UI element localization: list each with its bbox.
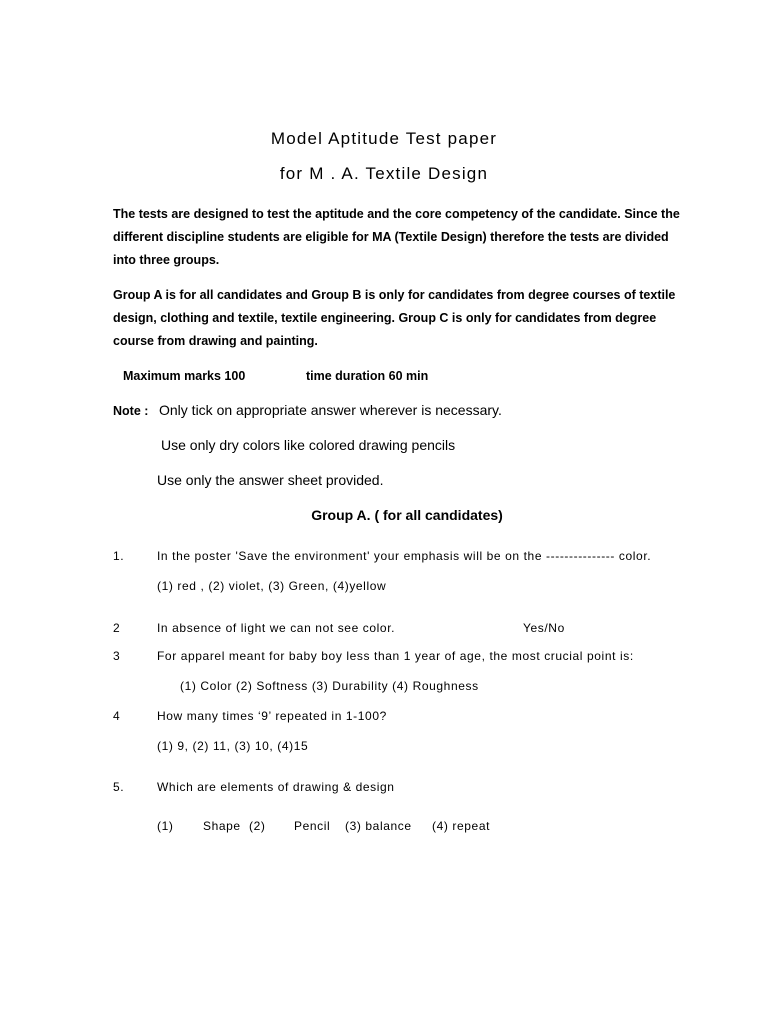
question-3-options: (1) Color (2) Softness (3) Durability (4) Roughness xyxy=(180,679,479,693)
page-title: Model Aptitude Test paper xyxy=(270,129,498,148)
question-4-text: How many times ‘9’ repeated in 1-100? xyxy=(157,709,387,723)
question-5-option-2-number: (2) xyxy=(249,819,266,833)
note-label: Note : xyxy=(113,404,149,418)
question-5-option-2-text: Pencil xyxy=(294,819,331,833)
question-2-answer: Yes/No xyxy=(523,621,565,635)
intro-paragraph-2-line-2: design, clothing and textile, textile engineering. Group C is only for candidates from degree xyxy=(113,311,657,325)
question-5-number: 5. xyxy=(113,780,125,794)
group-a-heading: Group A. ( for all candidates) xyxy=(311,507,503,523)
question-5-option-1-number: (1) xyxy=(157,819,174,833)
question-2-number: 2 xyxy=(113,621,121,635)
intro-paragraph-2-line-3: course from drawing and painting. xyxy=(113,334,318,348)
question-1-number: 1. xyxy=(113,549,125,563)
intro-paragraph-1-line-2: different discipline students are eligible for MA (Textile Design) therefore the tests are divided xyxy=(113,230,669,244)
intro-paragraph-2-line-1: Group A is for all candidates and Group B is only for candidates from degree courses of textile xyxy=(113,288,676,302)
question-1-options: (1) red , (2) violet, (3) Green, (4)yellow xyxy=(157,579,387,593)
question-5-option-1-text: Shape xyxy=(203,819,241,833)
time-duration: time duration 60 min xyxy=(306,369,429,383)
question-3-number: 3 xyxy=(113,649,121,663)
question-5-text: Which are elements of drawing & design xyxy=(157,780,395,794)
note-line-3: Use only the answer sheet provided. xyxy=(157,472,384,488)
question-5-option-3: (3) balance xyxy=(345,819,412,833)
question-3-text: For apparel meant for baby boy less than 1 year of age, the most crucial point is: xyxy=(157,649,634,663)
intro-paragraph-1-line-3: into three groups. xyxy=(113,253,220,267)
question-1-text: In the poster 'Save the environment' your emphasis will be on the --------------- color. xyxy=(157,549,652,563)
page-subtitle: for M . A. Textile Design xyxy=(279,164,489,183)
question-5-option-4: (4) repeat xyxy=(432,819,491,833)
intro-paragraph-1-line-1: The tests are designed to test the aptitude and the core competency of the candidate. Since the xyxy=(113,207,680,221)
note-line-2: Use only dry colors like colored drawing pencils xyxy=(161,437,456,453)
question-4-options: (1) 9, (2) 11, (3) 10, (4)15 xyxy=(157,739,309,753)
maximum-marks: Maximum marks 100 xyxy=(123,369,246,383)
question-4-number: 4 xyxy=(113,709,121,723)
note-line-1: Only tick on appropriate answer wherever is necessary. xyxy=(159,402,502,418)
question-2-text: In absence of light we can not see color. xyxy=(157,621,396,635)
